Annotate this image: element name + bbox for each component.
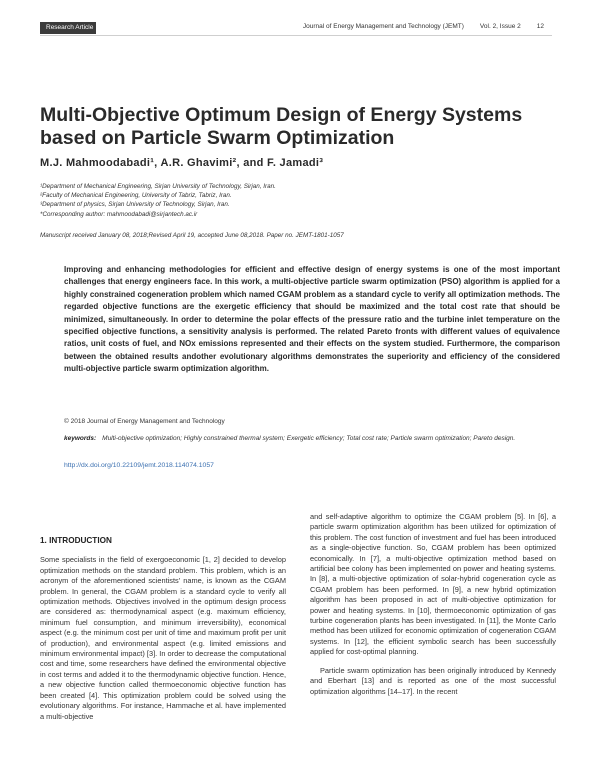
copyright-line: © 2018 Journal of Energy Management and Technology <box>64 418 225 425</box>
corresponding-author: *Corresponding author: mahmoodabadi@sirjantech.ac.ir <box>40 210 198 218</box>
affiliation-3: ³Department of physics, Sirjan University of Technology, Sirjan, Iran. <box>40 201 230 209</box>
running-header <box>40 22 552 36</box>
keywords-text: Multi-objective optimization; Highly constrained thermal system; Exergetic efficiency; Total cost rate; Particle swarm optimization; Pareto design. <box>102 435 516 442</box>
affiliation-2: ²Faculty of Mechanical Engineering, University of Tabriz, Tabriz, Iran. <box>40 192 232 200</box>
right-column <box>310 512 556 697</box>
journal-name: Journal of Energy Management and Technology (JEMT) <box>302 23 464 30</box>
intro-paragraph-2: and self-adaptive algorithm to optimize the CGAM problem [5]. In [6], a particle swarm optimization algorithm has been utilized for optimization of this problem. The cost function of investment and fuel has been introduced as a single-objective function. So, CGAM problem has been optimized economically. In [7], a multi-objective optimization method based on artificial bee colony has been implemented on power and heating systems. In [8], a multi-objective optimization of solar-hybrid cogeneration cycle as CGAM problem has been performed. In [9], a new hybrid optimization algorithm has been proposed in act of multi-objective optimization for power and heating systems. In [10], thermoeconomic optimization of gas turbine cogeneration plants has been investigated. In [11], the Monte Carlo method has been utilized for economic optimization of cogeneration CGAM systems. In [12], the efficient symbolic search has been successfully applied for cost-optimal planning. <box>310 512 556 657</box>
section-heading: 1. INTRODUCTION <box>40 536 112 545</box>
author-list: M.J. Mahmoodabadi¹, A.R. Ghavimi², and F. Jamadi³ <box>40 157 324 169</box>
article-type-badge: Research Article <box>40 22 96 34</box>
doi-link[interactable]: http://dx.doi.org/10.22109/jemt.2018.114074.1057 <box>64 462 214 469</box>
affiliations <box>40 182 276 219</box>
left-column <box>40 536 286 722</box>
manuscript-dates: Manuscript received January 08, 2018;Revised April 19, accepted June 08,2018. Paper no. JEMT-1801-1057 <box>40 232 344 239</box>
intro-paragraph-1: Some specialists in the field of exergoeconomic [1, 2] decided to develop optimization methods on the standard problem. This problem, which is an acronym of the aforementioned scientists' name, is known as the CGAM problem. In general, the CGAM problem is a standard cycle to verify all optimization methods. Objectives involved in the optimum design process are considered as: thermodynamical aspect (e.g. maximum efficiency, minimum fuel consumption, and minimum irreversibility), economical aspect (e.g. the minimum cost per unit of time and maximum profit per unit of production), and environmental aspect (e.g. limited emissions and minimum environmental impact) [3]. In order to decrease the computational cost and time, some researchers have defined the environmental objective in cost terms and added it to the thermodynamic objective function. Hence, a new objective function called thermoeconomic objective function has been created [4]. This optimization problem could be solved using the evolutionary algorithms. For instance, Hammache et al. have implemented a multi-objective <box>40 555 286 721</box>
abstract: Improving and enhancing methodologies for efficient and effective design of energy systems is one of the most important challenges that energy engineers face. In this work, a multi-objective particle swarm optimization (PSO) algorithm is applied for a highly constrained cogeneration problem which named CGAM problem as a standard cycle to verify all optimization methods. The regarded objective functions are the exergetic efficiency that should be maximized and the total cost rate that should be minimized, simultaneously. In order to determine the polar effects of the pressure ratio and the turbine inlet temperature on the specified objective functions, a sensitivity analysis is performed. The related Pareto fronts with different values of equivalence ratios, unit costs of fuel, and NOx emissions represented and their effects on the system studied. Furthermore, the comparison between the obtained results andother evolutionary algorithms demonstrates the superiority and efficiency of the considered multi-objective particle swarm optimization algorithm. <box>64 265 560 374</box>
keywords <box>64 434 560 444</box>
paper-title: Multi-Objective Optimum Design of Energy Systems based on Particle Swarm Optimization <box>40 104 523 149</box>
volume-issue: Vol. 2, Issue 2 <box>479 23 521 30</box>
affiliation-1: ¹Department of Mechanical Engineering, Sirjan University of Technology, Sirjan, Iran. <box>40 183 276 190</box>
journal-info <box>287 23 544 30</box>
page-number: 12 <box>536 23 544 30</box>
intro-paragraph-3: Particle swarm optimization has been originally introduced by Kennedy and Eberhart [13] and is reported as one of the most successful optimization algorithms [14–17]. In the recent <box>310 665 556 696</box>
keywords-label: keywords: <box>64 435 97 442</box>
